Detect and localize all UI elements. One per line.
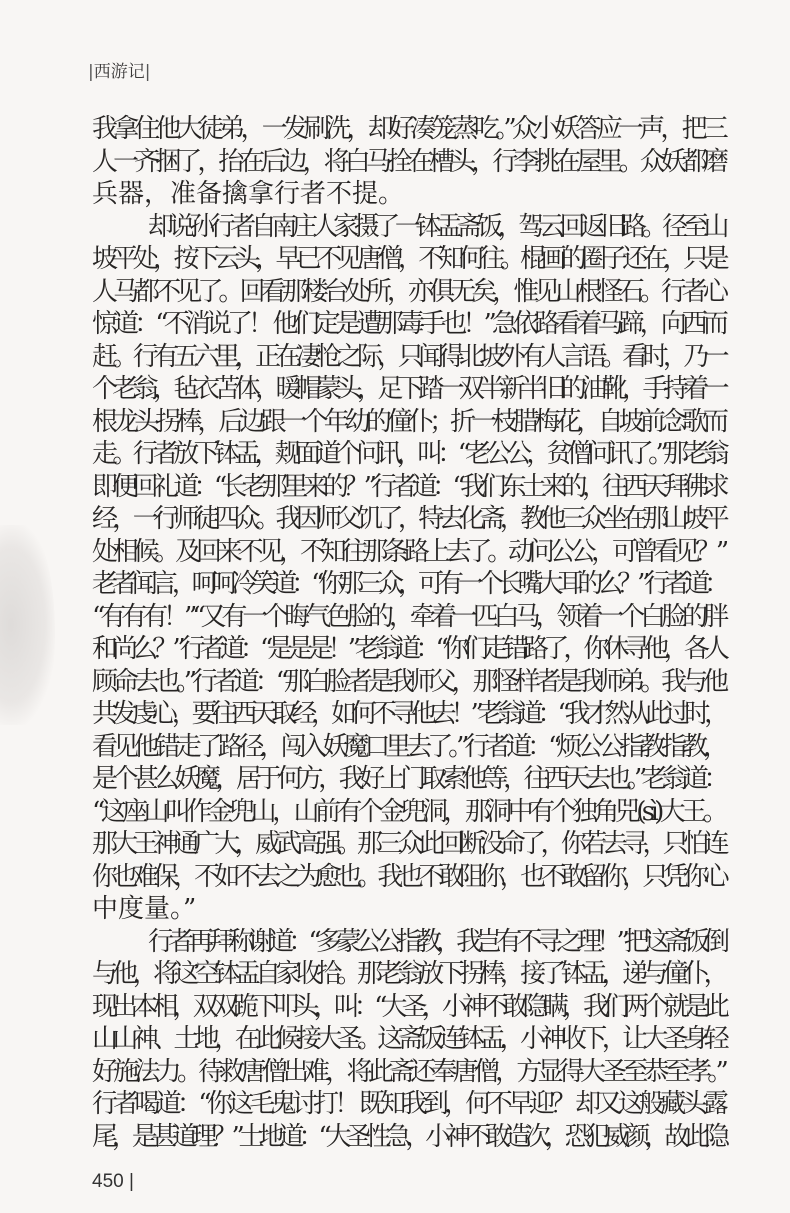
divider: | xyxy=(144,62,151,82)
text-line: 坡平处，按下云头，早已不见唐僧，不知何往。棍画的圈子还在，只是 xyxy=(92,244,724,274)
text-line: 即便回礼道：“长老那里来的？”行者道：“我们东土来的，往西天拜佛求 xyxy=(92,471,724,502)
text-line: “这座山叫作金兜山，山前有个金兜洞，那洞中有个独角兕(sì)大王。 xyxy=(92,796,724,827)
text-line: 赶。行有五六里，正在凄怆之际，只闻得北坡外有人言语。看时，乃一 xyxy=(92,341,724,372)
text-line: 兵器，准备擒拿行者不提。 xyxy=(92,179,405,209)
page-number-value: 450 xyxy=(92,1171,124,1192)
text-line: 人一齐捆了，抬在后边，将白马拴在槽头，行李挑在屋里。众妖都磨 xyxy=(92,146,724,177)
text-line: 好施法力。待救唐僧出难，将此斋还奉唐僧，方显得大圣至恭至孝。” xyxy=(92,1056,724,1087)
book-title: 西游记 xyxy=(93,62,145,82)
text-line: 惊道：“不消说了！ 他们定是遭那毒手也！”急依路看着马蹄，向西而 xyxy=(92,309,724,339)
page-number: 450 | xyxy=(92,1171,134,1192)
text-line: 看见他错走了路径，闯入妖魔口里去了。”行者道：“烦公公指教指教， xyxy=(92,731,724,762)
margin-ornament xyxy=(0,525,55,725)
text-line: 顾命去也。”行者道：“那白脸者是我师父，那怪样者是我师弟。我与他 xyxy=(92,666,724,697)
text-line: 尾，是甚道理？”土地道：“大圣性急，小神不敢造次，恐犯威颜，故此隐 xyxy=(92,1121,724,1152)
text-line: 共发虔心，要往西天取经，如何不寻他去！”老翁道：“我才然从此过时， xyxy=(92,699,724,729)
text-line: 经，一行师徒四众。我因师父饥了，特去化斋，教他三众坐在那山坡平 xyxy=(92,504,724,534)
text-line: 老者闻言，呵呵冷笑道：“你那三众，可有一个长嘴大耳的么？”行者道： xyxy=(92,569,724,599)
divider: | xyxy=(88,62,94,82)
body-text xyxy=(92,113,724,1153)
text-line: 人马都不见了。回看那楼台处所，亦俱无矣，惟见山根怪石。行者心 xyxy=(92,276,724,307)
text-line: 走。行者放下钵盂，觌面道个问讯，叫：“老公公，贫僧问讯了。”那老翁 xyxy=(92,439,724,469)
text-line: 山山神、土地，在此候接大圣。这斋饭连钵盂，小神收下，让大圣身轻 xyxy=(92,1024,724,1054)
text-line: 根龙头拐棒，后边跟一个年幼的僮仆；折一枝腊梅花，自坡前念歌而 xyxy=(92,406,724,437)
text-line: 行者再拜称谢道：“多蒙公公指教，我岂有不寻之理！”把这斋饭倒 xyxy=(148,926,724,957)
text-line: 你也难保，不如不去之为愈也。我也不敢阻你，也不敢留你，只凭你心 xyxy=(92,861,724,892)
text-line: 中度量。” xyxy=(92,894,197,924)
text-line: 处相候。及回来不见，不知往那条路上去了。动问公公，可曾看见？” xyxy=(92,536,724,567)
text-line: 那大王神通广大，威武高强。那三众此回断没命了，你若去寻，只怕连 xyxy=(92,829,724,859)
text-line: 和尚么？”行者道：“是是是！”老翁道：“你们走错路了，你休寻他，各人 xyxy=(92,634,724,664)
text-line: 个老翁，毡衣苫体，暖帽蒙头，足下踏一双半新半旧的油靴，手持着一 xyxy=(92,374,724,404)
text-line: 行者喝道：“你这毛鬼讨打！ 既知我到，何不早迎？ 却又这般藏头露 xyxy=(92,1089,724,1119)
text-line: 与他，将这空钵盂自家收拾。那老翁放下拐棒，接了钵盂，递与僮仆， xyxy=(92,959,724,989)
text-line: “有有有！”“又有一个晦气色脸的，牵着一匹白马，领着一个白脸的胖 xyxy=(92,601,724,632)
text-line: 我拿住他大徒弟，一发刷洗，却好凑笼蒸吃。”众小妖答应一声，把三 xyxy=(92,114,724,144)
text-line: 是个甚么妖魔，居于何方，我好上门取索他等，往西天去也。”老翁道： xyxy=(92,764,724,794)
text-line: 现出本相，双双跪下叩头，叫：“大圣，小神不敢隐瞒，我们两个就是此 xyxy=(92,991,724,1022)
running-head xyxy=(88,57,150,82)
text-line: 却说孙行者自南庄人家摄了一钵盂斋饭，驾云回返旧路。径至山 xyxy=(148,211,724,242)
